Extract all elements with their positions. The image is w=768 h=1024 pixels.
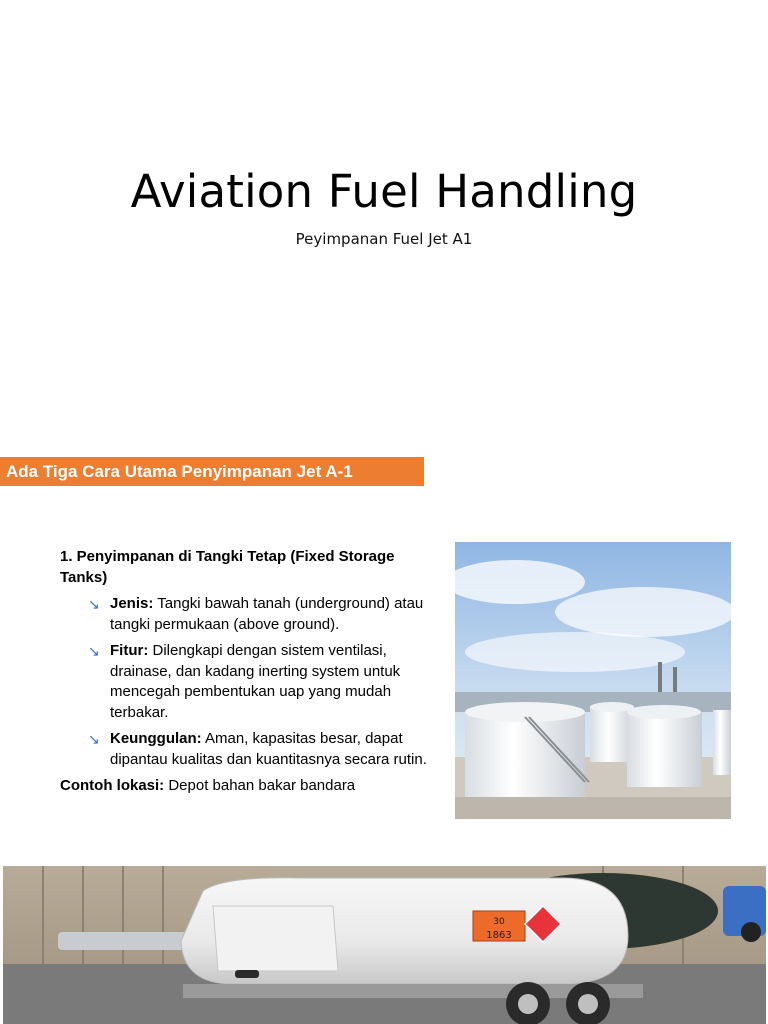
bullet-item (60, 594, 430, 635)
trailer-hazard-number: 1863 (486, 930, 512, 941)
example-location (60, 776, 430, 797)
slide-subtitle: Peyimpanan Fuel Jet A1 (295, 230, 473, 248)
content-block (60, 547, 430, 797)
slide-title: Aviation Fuel Handling (130, 165, 638, 218)
bullet-label: Keunggulan: (110, 730, 202, 747)
section-heading: 1. Penyimpanan di Tangki Tetap (Fixed Storage Tanks) (60, 548, 395, 586)
bullet-text: Dilengkapi dengan sistem ventilasi, drainase, dan kadang inerting system untuk mencegah pembentukan uap yang mudah terbakar. (110, 642, 401, 721)
section-banner: Ada Tiga Cara Utama Penyimpanan Jet A-1 (0, 457, 424, 486)
storage-tanks-image (455, 542, 731, 819)
bullet-label: Jenis: (110, 595, 154, 612)
bullet-text: Aman, kapasitas besar, dapat dipantau kualitas dan kuantitasnya secara rutin. (110, 730, 427, 768)
arrow-down-right-icon: ↘ (88, 731, 100, 747)
bullet-text: Tangki bawah tanah (underground) atau tangki permukaan (above ground). (110, 595, 424, 633)
example-text: Depot bahan bakar bandara (164, 777, 356, 794)
arrow-down-right-icon: ↘ (88, 643, 100, 659)
example-label: Contoh lokasi: (60, 777, 165, 794)
fuel-trailer-image (3, 866, 766, 1024)
bullet-label: Fitur: (110, 642, 149, 659)
bullet-item (60, 641, 430, 723)
svg-text:30: 30 (493, 917, 505, 927)
arrow-down-right-icon: ↘ (88, 596, 100, 612)
bullet-item (60, 729, 430, 770)
